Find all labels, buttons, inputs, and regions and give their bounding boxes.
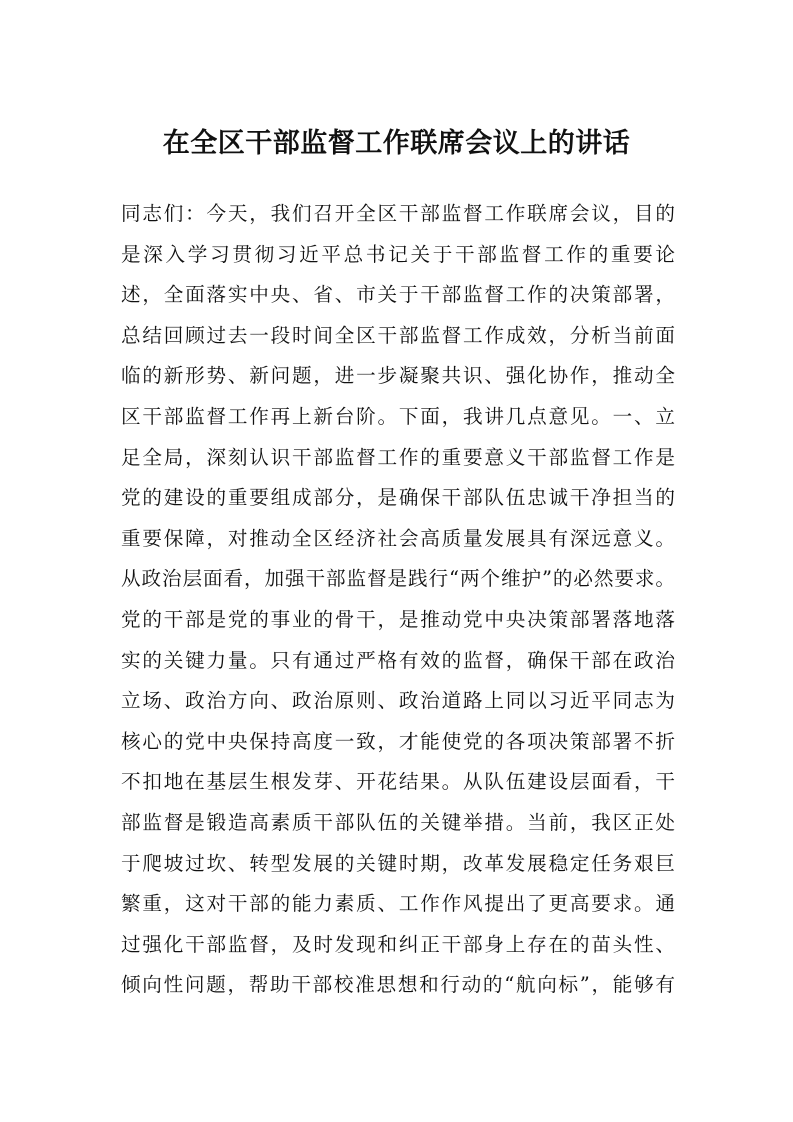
document-title: 在全区干部监督工作联席会议上的讲话 [162,128,631,159]
body-line: 总结回顾过去一段时间全区干部监督工作成效，分析当前面 [121,323,675,347]
body-line: 部监督是锻造高素质干部队伍的关键举措。当前，我区正处 [121,810,675,834]
body-line: 党的干部是党的事业的骨干，是推动党中央决策部署落地落 [121,607,675,631]
body-line: 繁重，这对干部的能力素质、工作作风提出了更高要求。通 [121,892,675,916]
document-body [121,194,675,1006]
body-line: 区干部监督工作再上新台阶。下面，我讲几点意见。一、立 [121,404,675,428]
body-line: 述，全面落实中央、省、市关于干部监督工作的决策部署， [121,283,675,307]
body-line: 立场、政治方向、政治原则、政治道路上同以习近平同志为 [121,689,675,713]
body-line: 重要保障，对推动全区经济社会高质量发展具有深远意义。 [121,526,675,550]
body-line: 过强化干部监督，及时发现和纠正干部身上存在的苗头性、 [121,932,675,956]
body-line: 是深入学习贯彻习近平总书记关于干部监督工作的重要论 [121,242,675,266]
body-line: 不扣地在基层生根发芽、开花结果。从队伍建设层面看，干 [121,770,675,794]
body-line: 从政治层面看，加强干部监督是践行“两个维护”的必然要求。 [121,567,675,591]
body-line: 足全局，深刻认识干部监督工作的重要意义干部监督工作是 [121,445,675,469]
body-line: 同志们：今天，我们召开全区干部监督工作联席会议，目的 [121,202,675,225]
body-line: 核心的党中央保持高度一致，才能使党的各项决策部署不折 [121,729,675,753]
body-line: 倾向性问题，帮助干部校准思想和行动的“航向标”，能够有 [121,973,675,997]
body-line: 临的新形势、新问题，进一步凝聚共识、强化协作，推动全 [121,364,675,388]
body-line: 党的建设的重要组成部分，是确保干部队伍忠诚干净担当的 [121,486,675,510]
body-line: 实的关键力量。只有通过严格有效的监督，确保干部在政治 [121,648,675,672]
body-line: 于爬坡过坎、转型发展的关键时期，改革发展稳定任务艰巨 [121,851,675,875]
